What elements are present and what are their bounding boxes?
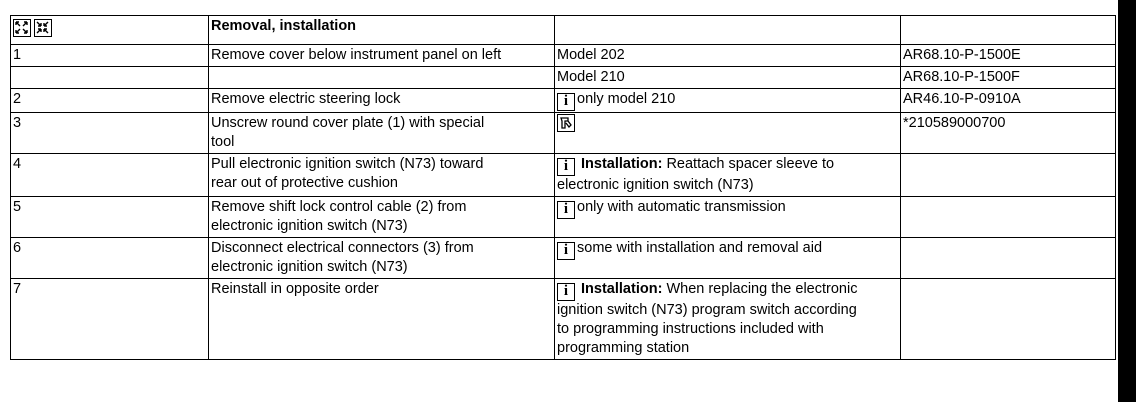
step-action: Remove electric steering lock — [209, 89, 555, 113]
step-number: 7 — [11, 279, 209, 360]
step-note-line: electronic ignition switch (N73) — [557, 177, 754, 193]
header-empty-cell — [901, 16, 1116, 45]
step-note-cell — [555, 197, 901, 238]
step-reference-link[interactable] — [901, 197, 1116, 238]
step-note-line: When replacing the electronic — [666, 281, 858, 297]
step-note-line: ignition switch (N73) program switch according — [557, 302, 857, 318]
step-note-line: to programming instructions included with — [557, 321, 824, 337]
note-emphasis: Installation: — [581, 281, 663, 297]
step-note-line: Reattach spacer sleeve to — [666, 156, 835, 172]
step-reference-link[interactable]: AR68.10-P-1500E — [901, 45, 1116, 67]
header-empty-cell — [555, 16, 901, 45]
table-row — [11, 113, 1116, 154]
step-number: 5 — [11, 197, 209, 238]
note-emphasis: Installation: — [581, 156, 663, 172]
table-row — [11, 45, 1116, 67]
scrollbar[interactable] — [1118, 0, 1136, 402]
table-row — [11, 89, 1116, 113]
step-action-cell — [209, 238, 555, 279]
table-title: Removal, installation — [209, 16, 555, 45]
info-icon[interactable]: i — [557, 242, 575, 260]
info-icon[interactable]: i — [557, 201, 575, 219]
step-number: 6 — [11, 238, 209, 279]
step-action: Reinstall in opposite order — [209, 279, 555, 360]
step-reference-link[interactable]: *210589000700 — [901, 113, 1116, 154]
step-number: 1 — [11, 45, 209, 67]
table-row — [11, 154, 1116, 197]
step-reference-link[interactable]: AR46.10-P-0910A — [901, 89, 1116, 113]
step-reference-link[interactable] — [901, 279, 1116, 360]
step-action-line: Pull electronic ignition switch (N73) toward — [211, 156, 484, 172]
expand-icon[interactable] — [13, 19, 31, 37]
step-action: Remove cover below instrument panel on left — [209, 45, 555, 67]
step-note-cell — [555, 279, 901, 360]
procedure-table — [10, 15, 1116, 360]
step-reference-link[interactable] — [901, 238, 1116, 279]
step-number: 4 — [11, 154, 209, 197]
info-icon[interactable]: i — [557, 158, 575, 176]
step-note: Model 202 — [555, 45, 901, 67]
step-note-cell — [555, 113, 901, 154]
table-row — [11, 279, 1116, 360]
info-icon[interactable]: i — [557, 93, 575, 111]
header-row — [11, 16, 1116, 45]
step-note: only with automatic transmission — [577, 199, 786, 215]
step-action — [209, 67, 555, 89]
table-row — [11, 238, 1116, 279]
step-reference-link[interactable]: AR68.10-P-1500F — [901, 67, 1116, 89]
tool-icon[interactable] — [557, 114, 575, 132]
collapse-icon[interactable] — [34, 19, 52, 37]
step-action-line: Unscrew round cover plate (1) with special — [211, 115, 485, 131]
step-note-cell — [555, 238, 901, 279]
step-number: 2 — [11, 89, 209, 113]
step-note-line: programming station — [557, 340, 690, 356]
step-reference-link[interactable] — [901, 154, 1116, 197]
step-note: some with installation and removal aid — [577, 240, 823, 256]
table-row — [11, 197, 1116, 238]
step-note: only model 210 — [577, 91, 676, 107]
table-row — [11, 67, 1116, 89]
step-action-line: electronic ignition switch (N73) — [211, 218, 408, 234]
info-icon[interactable]: i — [557, 283, 575, 301]
step-number: 3 — [11, 113, 209, 154]
step-action-line: tool — [211, 134, 235, 150]
step-number — [11, 67, 209, 89]
step-action-line: Remove shift lock control cable (2) from — [211, 199, 467, 215]
step-note: Model 210 — [555, 67, 901, 89]
step-action-line: rear out of protective cushion — [211, 175, 398, 191]
step-action-cell — [209, 197, 555, 238]
step-note-cell — [555, 154, 901, 197]
header-icons-cell — [11, 16, 209, 45]
step-action-cell — [209, 113, 555, 154]
step-note-cell — [555, 89, 901, 113]
step-action-line: Disconnect electrical connectors (3) from — [211, 240, 474, 256]
step-action-cell — [209, 154, 555, 197]
step-action-line: electronic ignition switch (N73) — [211, 259, 408, 275]
